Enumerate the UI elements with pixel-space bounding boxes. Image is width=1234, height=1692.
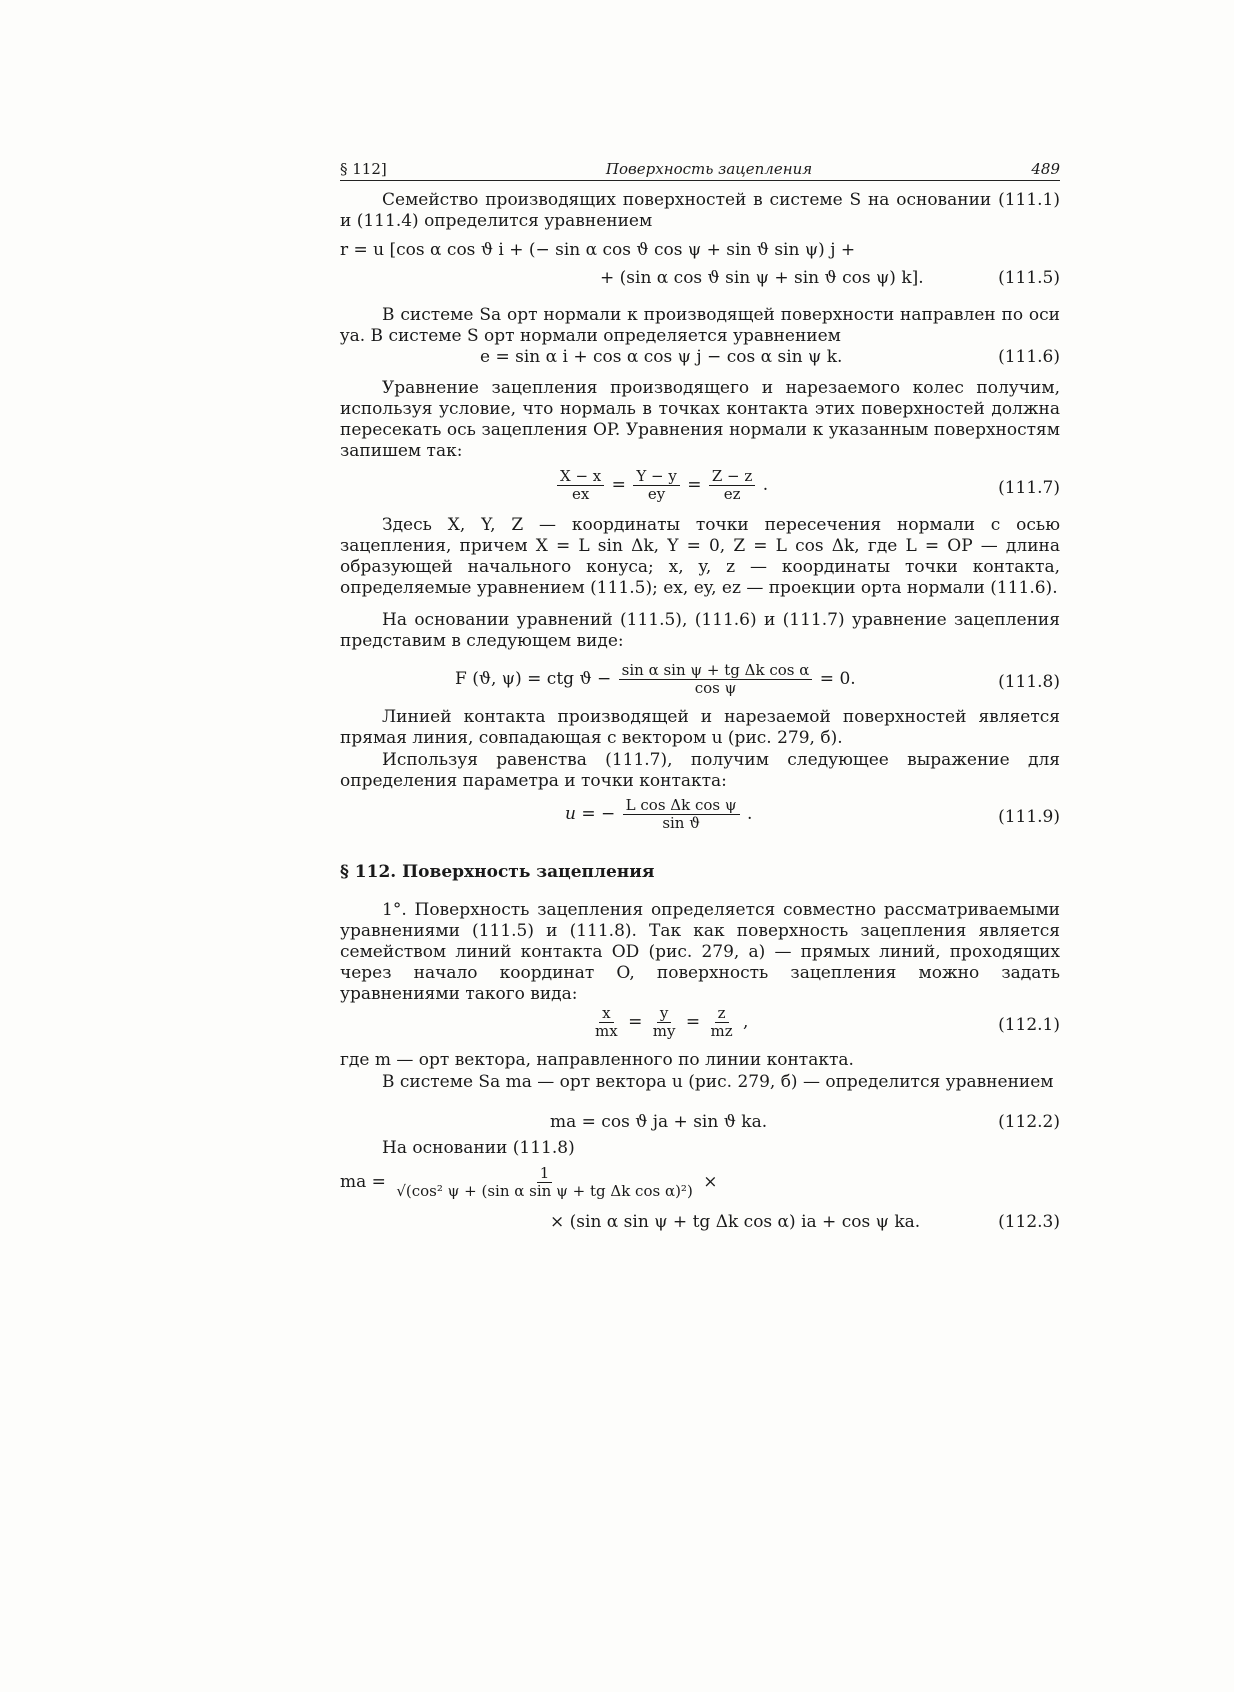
equation-112-3-line2: × (sin α sin ψ + tg Δk cos α) ia + cos ψ ka. (112.3) [550,1212,1060,1232]
equation-111-9: u = − $\frac{\text{L cos Δk cos ψ}}{\text{sin ϑ}}$ . (111.9) [565,796,1060,832]
equation-number: (111.8) [998,672,1060,692]
header-title: Поверхность зацепления [605,160,813,178]
equation-111-5-line1: r = u [cos α cos ϑ i + (− sin α cos ϑ cos ψ + sin ϑ sin ψ) j + [340,240,856,260]
fraction: $\frac{X - x}{ex}$ [557,468,604,503]
fraction: $\frac{\text{sin α sin ψ + tg Δk cos α}}{\text{cos ψ}}$ [619,662,813,697]
header-section: § 112] [340,160,387,178]
equation-number: (112.1) [998,1015,1060,1035]
paragraph-9: где m — орт вектора, направленного по линии контакта. [340,1050,854,1070]
paragraph-11: На основании (111.8) [382,1138,575,1158]
equation-112-2: ma = cos ϑ ja + sin ϑ ka. (112.2) [550,1112,1060,1132]
equation-number: (112.3) [998,1212,1060,1232]
fraction: $\frac{y}{my}$ [652,1004,676,1040]
paragraph-3: Уравнение зацепления производящего и нарезаемого колес получим, используя условие, что нормаль в точках контакта этих поверхностей должна пересекать ось зацепления OP. Уравнения нормали к указанным поверхностям запишем так: [340,378,1060,461]
paragraph-7: Используя равенства (111.7), получим следующее выражение для определения параметра и точки контакта: [340,750,1060,791]
equation-number: (111.6) [998,347,1060,367]
equation-112-1: $\frac{x}{mx}$ = $\frac{y}{my}$ = $\frac{z}{mz}$ , (112.1) [340,1005,1060,1045]
fraction: $\frac{x}{mx}$ [595,1004,618,1040]
equation-number: (111.5) [998,268,1060,288]
page-number: 489 [1031,160,1060,178]
paragraph-10: В системе Sa ma — орт вектора u (рис. 279, б) — определится уравнением [382,1072,1054,1092]
paragraph-8: 1°. Поверхность зацепления определяется совместно рассматриваемыми уравнениями (111.5) и (111.8). Так как поверхность зацепления является семейством линий контакта OD (рис. 279, а) — прямых линий, проходящих через начало координат O, поверхность зацепления можно задать уравнениями такого вида: [340,900,1060,1004]
equation-112-3-line1: ma = $\frac{1}{\text{√(cos² ψ + (sin α sin ψ + tg Δk cos α)²)}}$ × [340,1164,718,1200]
paragraph-4: Здесь X, Y, Z — координаты точки пересечения нормали с осью зацепления, причем X = L sin Δk, Y = 0, Z = L cos Δk, где L = OP — длина образующей начального конуса; x, y, z — координаты точки контакта, определяемые уравнением (111.5); ex, ey, ez — проекции орта нормали (111.6). [340,515,1060,598]
fraction: $\frac{Y - y}{ey}$ [633,468,679,503]
equation-111-5-line2: + (sin α cos ϑ sin ψ + sin ϑ cos ψ) k]. (111.5) [600,268,1060,288]
running-header [340,160,1060,181]
paragraph-5: На основании уравнений (111.5), (111.6) и (111.7) уравнение зацепления представим в следующем виде: [340,610,1060,651]
paragraph-1: Семейство производящих поверхностей в системе S на основании (111.1) и (111.4) определится уравнением [340,190,1060,231]
equation-111-6: e = sin α i + cos α cos ψ j − cos α sin ψ k. (111.6) [480,347,1060,367]
fraction: $\frac{Z - z}{ez}$ [709,468,755,503]
equation-111-8: F (ϑ, ψ) = ctg ϑ − $\frac{\text{sin α sin ψ + tg Δk cos α}}{\text{cos ψ}}$ = 0. (111.8) [455,661,1060,697]
equation-111-7: $\frac{X - x}{ex}$ = $\frac{Y - y}{ey}$ = $\frac{Z - z}{ez}$ . (111.7) [340,468,1060,508]
section-title: § 112. Поверхность зацепления [340,862,655,882]
fraction: $\frac{1}{\text{√(cos² ψ + (sin α sin ψ + tg Δk cos α)²)}}$ [396,1164,693,1200]
equation-number: (112.2) [998,1112,1060,1132]
paragraph-2: В системе Sa орт нормали к производящей поверхности направлен по оси ya. В системе S орт нормали определяется уравнением [340,305,1060,346]
equation-number: (111.9) [998,807,1060,827]
equation-number: (111.7) [998,478,1060,498]
paragraph-6: Линией контакта производящей и нарезаемой поверхностей является прямая линия, совпадающая с вектором u (рис. 279, б). [340,707,1060,748]
fraction: $\frac{\text{L cos Δk cos ψ}}{\text{sin ϑ}}$ [623,797,740,832]
fraction: $\frac{z}{mz}$ [710,1004,733,1040]
